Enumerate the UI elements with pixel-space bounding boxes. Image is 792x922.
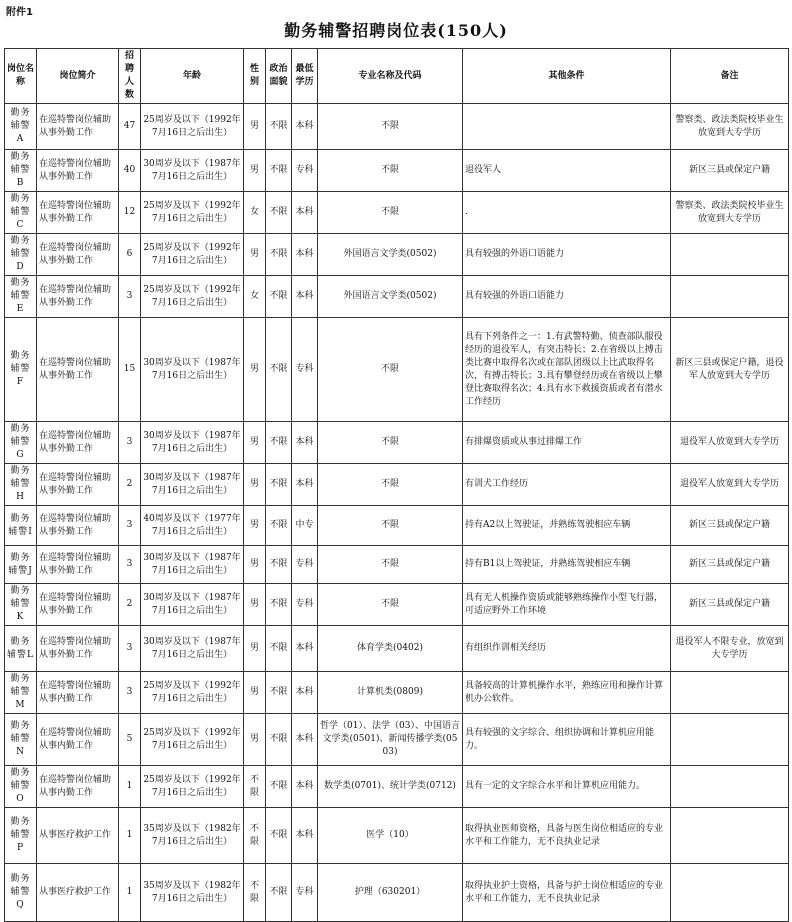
cell-gender: 男 [244,506,266,546]
cell-political-status: 不限 [266,104,292,150]
cell-gender: 男 [244,672,266,714]
cell-position-name: 勤务辅警Q [5,864,37,922]
cell-position-name: 勤务辅警C [5,192,37,234]
cell-major: 不限 [318,422,463,464]
cell-min-education: 本科 [292,422,318,464]
cell-headcount: 1 [119,766,141,808]
table-row [5,766,789,808]
cell-age: 30周岁及以下（1987年7月16日之后出生） [141,626,244,672]
cell-other-conditions: 具有较强的文字综合、组织协调和计算机应用能力。 [463,714,671,766]
cell-political-status: 不限 [266,464,292,506]
header-political-status: 政治面貌 [266,49,292,104]
cell-remarks: 退役军人不限专业，放宽到大专学历 [671,626,789,672]
cell-position-name: 勤务辅警J [5,546,37,584]
table-row [5,104,789,150]
cell-position-name: 勤务辅警F [5,318,37,422]
cell-headcount: 40 [119,150,141,192]
cell-position-intro: 在巡特警岗位辅助从事外勤工作 [37,150,119,192]
cell-position-name: 勤务辅警G [5,422,37,464]
cell-headcount: 6 [119,234,141,276]
cell-position-name: 勤务辅警N [5,714,37,766]
cell-major: 哲学（01）、法学（03）、中国语言文学类(0501)、新闻传播学类(0503) [318,714,463,766]
table-row [5,672,789,714]
cell-major: 体育学类(0402) [318,626,463,672]
table-row [5,506,789,546]
cell-political-status: 不限 [266,234,292,276]
cell-headcount: 3 [119,276,141,318]
cell-min-education: 中专 [292,506,318,546]
cell-age: 30周岁及以下（1987年7月16日之后出生） [141,150,244,192]
cell-min-education: 本科 [292,626,318,672]
cell-headcount: 2 [119,584,141,626]
cell-headcount: 1 [119,864,141,922]
cell-political-status: 不限 [266,318,292,422]
cell-other-conditions: 退役军人 [463,150,671,192]
cell-gender: 男 [244,546,266,584]
table-row [5,192,789,234]
cell-age: 30周岁及以下（1987年7月16日之后出生） [141,584,244,626]
header-position-name: 岗位名称 [5,49,37,104]
cell-min-education: 本科 [292,808,318,864]
cell-other-conditions: 有组织作训相关经历 [463,626,671,672]
cell-political-status: 不限 [266,626,292,672]
cell-remarks [671,808,789,864]
cell-major: 外国语言文学类(0502) [318,276,463,318]
cell-other-conditions: 具有无人机操作资质或能够熟练操作小型飞行器，可适应野外工作环境 [463,584,671,626]
cell-position-intro: 在巡特警岗位辅助从事外勤工作 [37,104,119,150]
cell-major: 不限 [318,150,463,192]
cell-position-intro: 在巡特警岗位辅助从事外勤工作 [37,626,119,672]
cell-political-status: 不限 [266,714,292,766]
cell-min-education: 专科 [292,546,318,584]
table-row [5,422,789,464]
cell-min-education: 本科 [292,766,318,808]
positions-table [4,48,789,922]
cell-major: 护理（630201） [318,864,463,922]
cell-major: 不限 [318,104,463,150]
cell-age: 30周岁及以下（1987年7月16日之后出生） [141,546,244,584]
cell-age: 25周岁及以下（1992年7月16日之后出生） [141,104,244,150]
cell-age: 30周岁及以下（1987年7月16日之后出生） [141,464,244,506]
cell-gender: 男 [244,104,266,150]
cell-position-name: 勤务辅警M [5,672,37,714]
cell-remarks [671,864,789,922]
header-min-education: 最低学历 [292,49,318,104]
table-row [5,864,789,922]
cell-remarks [671,672,789,714]
cell-position-intro: 在巡特警岗位辅助从事外勤工作 [37,506,119,546]
cell-position-intro: 从事医疗救护工作 [37,808,119,864]
cell-position-name: 勤务辅警I [5,506,37,546]
cell-other-conditions: 具有一定的文字综合水平和计算机应用能力。 [463,766,671,808]
cell-age: 25周岁及以下（1992年7月16日之后出生） [141,766,244,808]
cell-other-conditions: 持有B1以上驾驶证，并熟练驾驶相应车辆 [463,546,671,584]
cell-position-name: 勤务辅警K [5,584,37,626]
cell-political-status: 不限 [266,808,292,864]
cell-position-intro: 在巡特警岗位辅助从事内勤工作 [37,766,119,808]
header-age: 年龄 [141,49,244,104]
cell-gender: 男 [244,150,266,192]
cell-other-conditions: 取得执业医师资格，具备与医生岗位相适应的专业水平和工作能力，无不良执业记录 [463,808,671,864]
cell-headcount: 2 [119,464,141,506]
cell-political-status: 不限 [266,864,292,922]
table-row [5,464,789,506]
attachment-label: 附件1 [6,7,33,18]
cell-min-education: 专科 [292,584,318,626]
cell-position-intro: 在巡特警岗位辅助从事外勤工作 [37,422,119,464]
cell-gender: 女 [244,192,266,234]
cell-gender: 男 [244,318,266,422]
cell-gender: 不限 [244,808,266,864]
cell-remarks: 新区三县或保定户籍，退役军人放宽到大专学历 [671,318,789,422]
cell-position-intro: 在巡特警岗位辅助从事外勤工作 [37,464,119,506]
cell-min-education: 本科 [292,714,318,766]
cell-major: 数学类(0701)、统计学类(0712) [318,766,463,808]
cell-major: 不限 [318,584,463,626]
header-headcount: 招聘人数 [119,49,141,104]
cell-headcount: 1 [119,808,141,864]
cell-major: 不限 [318,464,463,506]
cell-headcount: 47 [119,104,141,150]
cell-headcount: 3 [119,546,141,584]
cell-remarks: 退役军人放宽到大专学历 [671,464,789,506]
cell-other-conditions: 有排爆资质或从事过排爆工作 [463,422,671,464]
cell-position-name: 勤务辅警B [5,150,37,192]
cell-major: 不限 [318,546,463,584]
cell-position-intro: 在巡特警岗位辅助从事内勤工作 [37,714,119,766]
cell-age: 30周岁及以下（1987年7月16日之后出生） [141,422,244,464]
cell-remarks: 退役军人放宽到大专学历 [671,422,789,464]
cell-headcount: 3 [119,672,141,714]
cell-headcount: 3 [119,506,141,546]
cell-position-name: 勤务辅警D [5,234,37,276]
table-row [5,318,789,422]
cell-position-intro: 在巡特警岗位辅助从事外勤工作 [37,546,119,584]
cell-other-conditions: 具备较高的计算机操作水平，熟练应用和操作计算机办公软件。 [463,672,671,714]
cell-min-education: 本科 [292,276,318,318]
cell-min-education: 本科 [292,234,318,276]
cell-position-name: 勤务辅警P [5,808,37,864]
cell-other-conditions: 持有A2以上驾驶证，并熟练驾驶相应车辆 [463,506,671,546]
cell-position-intro: 在巡特警岗位辅助从事外勤工作 [37,584,119,626]
header-other-conditions: 其他条件 [463,49,671,104]
header-position-intro: 岗位简介 [37,49,119,104]
cell-min-education: 本科 [292,464,318,506]
table-row [5,714,789,766]
cell-position-name: 勤务辅警E [5,276,37,318]
cell-political-status: 不限 [266,276,292,318]
cell-position-intro: 在巡特警岗位辅助从事内勤工作 [37,672,119,714]
cell-min-education: 专科 [292,864,318,922]
cell-min-education: 专科 [292,150,318,192]
cell-political-status: 不限 [266,584,292,626]
cell-gender: 男 [244,234,266,276]
cell-headcount: 3 [119,422,141,464]
cell-gender: 男 [244,422,266,464]
cell-position-intro: 在巡特警岗位辅助从事外勤工作 [37,318,119,422]
cell-headcount: 15 [119,318,141,422]
page-title: 勤务辅警招聘岗位表(150人) [284,21,508,40]
cell-position-name: 勤务辅警O [5,766,37,808]
cell-other-conditions: 具有较强的外语口语能力 [463,234,671,276]
cell-age: 25周岁及以下（1992年7月16日之后出生） [141,672,244,714]
cell-other-conditions: 具有下列条件之一：1.有武警特勤、侦查部队服役经历的退役军人，有突击特长；2.在省级以上搏击类比赛中取得名次或在部队团级以上比武取得名次，有搏击特长；3.具有攀登经历或在省级以上攀登比赛取得名次；4.具有水下救援资质或者有潜水工作经历 [463,318,671,422]
table-row [5,626,789,672]
cell-other-conditions [463,104,671,150]
cell-other-conditions: 具有较强的外语口语能力 [463,276,671,318]
cell-min-education: 专科 [292,318,318,422]
cell-headcount: 5 [119,714,141,766]
cell-major: 医学（10） [318,808,463,864]
cell-political-status: 不限 [266,766,292,808]
cell-age: 35周岁及以下（1982年7月16日之后出生） [141,808,244,864]
table-header-row [5,49,789,104]
cell-political-status: 不限 [266,546,292,584]
cell-major: 不限 [318,318,463,422]
cell-remarks: 新区三县或保定户籍 [671,506,789,546]
cell-gender: 女 [244,276,266,318]
cell-gender: 不限 [244,766,266,808]
cell-age: 40周岁及以下（1977年7月16日之后出生） [141,506,244,546]
cell-remarks: 警察类、政法类院校毕业生放宽到大专学历 [671,104,789,150]
table-row [5,150,789,192]
cell-remarks [671,714,789,766]
cell-major: 不限 [318,506,463,546]
cell-gender: 男 [244,584,266,626]
cell-min-education: 本科 [292,104,318,150]
cell-other-conditions: 有训犬工作经历 [463,464,671,506]
cell-remarks: 警察类、政法类院校毕业生放宽到大专学历 [671,192,789,234]
cell-age: 25周岁及以下（1992年7月16日之后出生） [141,714,244,766]
cell-gender: 不限 [244,864,266,922]
table-row [5,584,789,626]
header-remarks: 备注 [671,49,789,104]
table-row [5,276,789,318]
cell-position-intro: 从事医疗救护工作 [37,864,119,922]
cell-remarks [671,234,789,276]
cell-gender: 男 [244,464,266,506]
cell-position-intro: 在巡特警岗位辅助从事外勤工作 [37,234,119,276]
cell-position-name: 勤务辅警H [5,464,37,506]
cell-position-name: 勤务辅警L [5,626,37,672]
header-gender: 性别 [244,49,266,104]
cell-major: 外国语言文学类(0502) [318,234,463,276]
header-major: 专业名称及代码 [318,49,463,104]
cell-other-conditions: 取得执业护士资格，具备与护士岗位相适应的专业水平和工作能力，无不良执业记录 [463,864,671,922]
cell-position-intro: 在巡特警岗位辅助从事外勤工作 [37,276,119,318]
cell-age: 25周岁及以下（1992年7月16日之后出生） [141,192,244,234]
table-row [5,546,789,584]
cell-remarks [671,276,789,318]
table-row [5,808,789,864]
cell-remarks: 新区三县或保定户籍 [671,546,789,584]
cell-age: 30周岁及以下（1987年7月16日之后出生） [141,318,244,422]
cell-remarks [671,766,789,808]
cell-gender: 男 [244,714,266,766]
table-row [5,234,789,276]
cell-gender: 男 [244,626,266,672]
cell-political-status: 不限 [266,150,292,192]
cell-age: 25周岁及以下（1992年7月16日之后出生） [141,276,244,318]
cell-political-status: 不限 [266,506,292,546]
cell-political-status: 不限 [266,422,292,464]
cell-headcount: 3 [119,626,141,672]
cell-headcount: 12 [119,192,141,234]
cell-position-name: 勤务辅警A [5,104,37,150]
cell-remarks: 新区三县或保定户籍 [671,150,789,192]
cell-remarks: 新区三县或保定户籍 [671,584,789,626]
cell-major: 计算机类(0809) [318,672,463,714]
cell-political-status: 不限 [266,672,292,714]
cell-major: 不限 [318,192,463,234]
cell-age: 35周岁及以下（1982年7月16日之后出生） [141,864,244,922]
cell-position-intro: 在巡特警岗位辅助从事外勤工作 [37,192,119,234]
cell-political-status: 不限 [266,192,292,234]
cell-min-education: 本科 [292,672,318,714]
cell-age: 25周岁及以下（1992年7月16日之后出生） [141,234,244,276]
cell-other-conditions: . [463,192,671,234]
cell-min-education: 本科 [292,192,318,234]
